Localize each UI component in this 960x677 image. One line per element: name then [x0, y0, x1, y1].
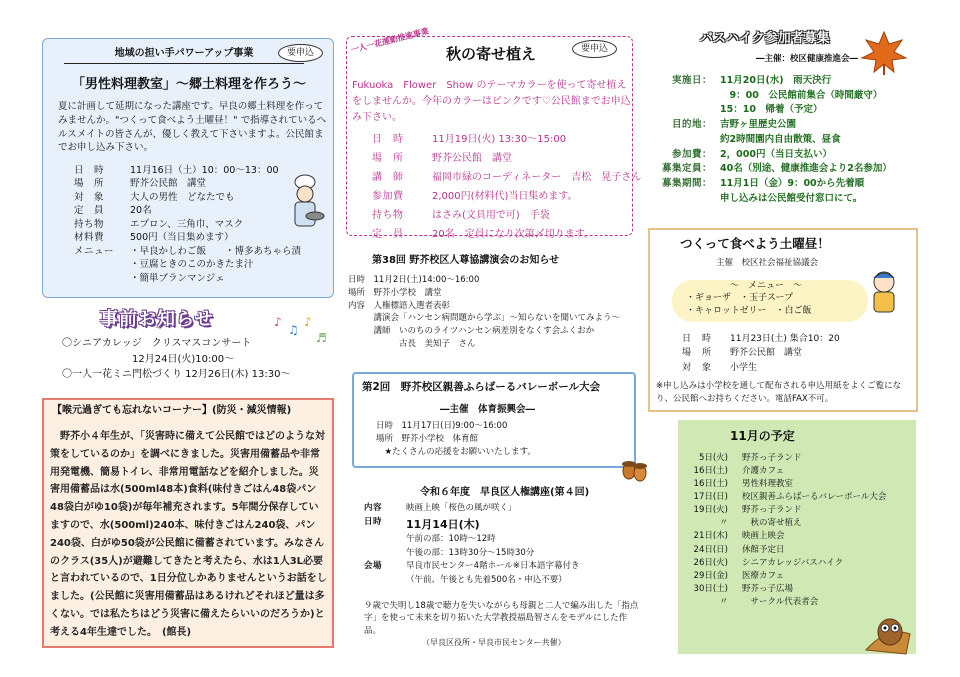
schedule-event: 野芥っ子ランド: [742, 453, 802, 463]
detail-line: 場所 野芥小学校 体育館: [376, 434, 479, 445]
detail-value: 15：10 帰着（予定）: [720, 104, 823, 116]
schedule-date: 21日(木): [693, 531, 728, 542]
detail-value: 野芥公民館 講堂: [432, 153, 512, 164]
detail-value: 早良市民センター4階ホール※日本語字幕付き: [406, 561, 580, 572]
detail-row: [74, 218, 301, 231]
menu-item: ・ギョーザ ・玉子スープ: [686, 293, 794, 303]
detail-row: [682, 361, 840, 375]
schedule-item: [690, 596, 886, 609]
detail-row: [372, 187, 641, 206]
detail-row: [654, 74, 892, 89]
schedule-event: 休館予定日: [742, 544, 785, 555]
detail-key: 講 師: [372, 172, 404, 183]
detail-value: 野芥公民館 講堂: [130, 178, 207, 190]
menu-items: [686, 292, 812, 317]
schedule-event: 介護カフェ: [742, 466, 785, 477]
detail-value: 大人の男性 どなたでも: [130, 191, 235, 203]
schedule-date: 19日(火): [693, 505, 728, 516]
owl-illustration-icon: [862, 606, 912, 656]
volleyball-host: ―主催 体育振興会―: [440, 404, 536, 415]
detail-row: [372, 149, 641, 168]
detail-value: 約2時間園内自由散策、昼食: [720, 133, 841, 145]
detail-value: （午前、午後とも先着500名・申込不要）: [406, 574, 567, 585]
detail-value: 20名 定員になり次第〆切ります。: [432, 229, 594, 240]
schedule-date: 〃: [719, 596, 728, 607]
schedule-item: [690, 452, 886, 465]
schedule-item: [690, 491, 886, 504]
human-rights-meeting-title: 第38回 野芥校区人尊協講演会のお知らせ: [372, 255, 560, 266]
detail-key: 参加費：: [671, 148, 712, 160]
schedule-event: 男性料理教室: [742, 479, 794, 490]
detail-key: 定 員: [74, 205, 105, 217]
schedule-item: [690, 570, 886, 583]
detail-line: 内容 人権標語入選者表彰: [348, 300, 451, 311]
svg-text:♪: ♪: [274, 315, 282, 329]
cooking-details: [74, 164, 301, 285]
human-rights-meeting-details: [348, 274, 620, 351]
detail-value: 11月23日(土) 集合10：20: [730, 334, 840, 344]
schedule-event: 映画上映会: [742, 531, 785, 542]
detail-row: [364, 560, 580, 574]
detail-value: 吉野ヶ里歴史公園: [720, 119, 797, 131]
flowers-title: 秋の寄せ植え: [446, 45, 537, 63]
bus-hike-title: バスハイク参加者募集: [700, 31, 830, 46]
maple-leaf-icon: [858, 28, 910, 76]
detail-row: [372, 225, 641, 244]
svg-text:♪: ♪: [304, 315, 312, 329]
detail-key: 場 所: [74, 178, 105, 190]
child-illustration-icon: [864, 268, 904, 318]
detail-value: 500円（当日集めます）: [130, 232, 234, 244]
advance-notice-list: [62, 336, 290, 383]
detail-key: 募集定員：: [661, 163, 712, 175]
schedule-event: 秋の寄せ植え: [742, 518, 802, 529]
schedule-date: 29日(金): [693, 570, 728, 581]
detail-value: 20名: [130, 205, 152, 217]
detail-row: [372, 168, 641, 187]
detail-value: 11月20日(水) 雨天決行: [720, 75, 832, 86]
volleyball-details: [376, 420, 536, 460]
detail-line: 場所 野芥小学校 講堂: [348, 287, 442, 298]
detail-value: 映画上映「桜色の風が咲く」: [406, 503, 517, 513]
detail-key: 持ち物: [74, 218, 105, 230]
disaster-title: 【喉元過ぎても忘れないコーナー】(防災・減災情報): [52, 405, 292, 416]
detail-key: 内容: [364, 503, 383, 513]
schedule-date: 〃: [719, 518, 728, 529]
detail-value: 午後の部：13時30分～15時30分: [406, 547, 535, 558]
svg-text:♫: ♫: [288, 323, 299, 337]
detail-row: [74, 191, 301, 204]
detail-key: 日 時: [372, 134, 404, 145]
lecture-title: 令和６年度 早良区人権講座(第４回): [420, 487, 590, 498]
detail-row: [654, 118, 892, 133]
lecture-details: [364, 502, 580, 588]
detail-value: 2,000円(材料代)当日集めます。: [432, 191, 578, 202]
detail-value: 40名（別途、健康推進会より2名参加）: [720, 163, 892, 175]
detail-value: 11月19日(火) 13:30～15:00: [432, 134, 567, 145]
detail-key: 参加費: [372, 191, 404, 202]
schedule-title: 11月の予定: [730, 429, 795, 443]
lecture-description: ９歳で失明し18歳で聴力を失いながらも母親と二人で編み出した「指点字」を使って未来を切り拓いた大学教授福島智さんをモデルにした作品。: [364, 601, 639, 636]
lecture-credit: （早良区役所・早良市民センター共催）: [422, 638, 566, 647]
volleyball-title: 第2回 野芥校区親善ふらばーるバレーボール大会: [362, 381, 601, 393]
cooking-intro: 夏に計画して延期になった講座です。早良の郷土料理を作ってみませんか。"つくって食べよう土曜昼！" で指導されているヘルスメイトの皆さんが、優しく教えて下さいますよ。公民館までお申し込み下さい。: [58, 101, 327, 154]
schedule-date: 26日(火): [693, 557, 728, 568]
detail-key: 日時: [364, 516, 383, 527]
schedule-event: サークル代表者会: [742, 596, 819, 607]
detail-line: 日時 11月2日(土)14:00～16:00: [348, 275, 480, 285]
detail-row: [74, 177, 301, 190]
schedule-date: 30日(土): [693, 583, 728, 594]
detail-value: ・簡単ブランマンジェ: [130, 272, 225, 284]
schedule-date: 16日(土): [693, 466, 728, 477]
detail-key: 実施日：: [671, 75, 712, 86]
detail-row: [372, 206, 641, 225]
acorn-icon: [620, 456, 648, 482]
detail-key: 材料費: [74, 232, 105, 244]
detail-value: ・早良かしわご飯 ・博多あちゃら漬: [130, 245, 302, 257]
detail-key: 募集期間：: [661, 178, 712, 190]
detail-row: [74, 245, 301, 258]
bus-hike-host: ―主催：校区健康推進会―: [756, 54, 859, 64]
detail-row: [654, 177, 892, 192]
detail-row: [74, 272, 301, 285]
schedule-item: [690, 583, 886, 596]
cooking-header: 地域の担い手パワーアップ事業: [64, 47, 304, 64]
schedule-item: [690, 557, 886, 570]
advance-notice-title: 事前お知らせ: [100, 309, 214, 330]
detail-row: [74, 204, 301, 217]
menu-heading: ～ メニュー ～: [730, 281, 803, 291]
flowers-side-label: 一人一花運動推進事業: [350, 26, 430, 55]
schedule-item: [690, 478, 886, 491]
detail-value: 午前の部：10時～12時: [406, 534, 496, 545]
detail-key: 対 象: [682, 362, 713, 373]
flowers-tag: 要申込: [572, 40, 617, 58]
detail-row: [654, 89, 892, 104]
schedule-date: 5日(火): [698, 453, 728, 463]
disaster-body: 野芥小４年生が、「災害時に備えて公民館ではどのような対策をしているのか」を調べにきました。災害用備蓄品や非常用発電機、簡易トイレ、非常用電話などを紹介しました。災害用備蓄品は水(500ml48本)食料(味付きごはん48袋パン48袋白がゆ10袋)が毎年補充されます。5年間分保存していますので、水(500ml)240本、味付きごはん240袋、パン240袋、白がゆ50袋が公民館に備蓄されています。みなさんのクラス(35人)が避難してきたと考えたら、水は1人3L必要と言われているので、1日分位しかありませんというお話をしました。(公民館に災害用備蓄品はあるけれどそれほど量は多くない。では私たちはどう災害に備えたらいいのだろうか)と考える4年生達でした。 (館長): [50, 431, 327, 638]
detail-row: [74, 164, 301, 177]
schedule-event: シニアカレッジバスハイク: [742, 557, 844, 568]
schedule-event: 医療カフェ: [742, 570, 785, 581]
detail-row: [74, 258, 301, 271]
flowers-details: [372, 130, 641, 244]
flowers-intro: Fukuoka Flower Show のテーマカラーを使って寄せ植えをしませんか。今年のカラーはピンクです♡公民館までお申込み下さい。: [352, 80, 631, 123]
detail-value: 小学生: [730, 362, 758, 373]
detail-row: [364, 516, 580, 534]
detail-key: [654, 103, 712, 118]
detail-key: 会場: [364, 561, 383, 572]
cooking-title: 「男性料理教室」～郷土料理を作ろう～: [72, 77, 307, 92]
detail-value: エプロン、三角巾、マスク: [130, 218, 244, 230]
schedule-item: [690, 530, 886, 543]
detail-row: [682, 346, 840, 360]
schedule-date: 16日(土): [693, 479, 728, 490]
detail-key: [654, 133, 712, 148]
detail-value: 野芥公民館 講堂: [730, 348, 803, 359]
saturday-lunch-note: ※申し込みは小学校を通して配布される申込用紙をよくご覧になり、公民館へお持ちください。電話FAX不可。: [656, 381, 902, 404]
schedule-event: 野芥っ子ランド: [742, 505, 802, 516]
detail-key: 場 所: [682, 348, 713, 359]
detail-key: メニュー: [74, 245, 115, 257]
detail-key: [364, 574, 398, 588]
schedule-event: 校区親善ふらばーるバレーボール大会: [742, 492, 887, 503]
svg-text:♬: ♬: [316, 331, 327, 345]
detail-key: 定 員: [372, 229, 404, 240]
detail-row: [654, 148, 892, 163]
detail-value: 申し込みは公民館受付窓口にて。: [720, 192, 863, 204]
detail-value: 9：00 公民館前集合（時間厳守）: [720, 89, 883, 101]
detail-row: [654, 133, 892, 148]
detail-value: 11月16日（土）10：00～13：00: [130, 165, 279, 176]
schedule-item: [690, 517, 886, 530]
detail-row: [682, 332, 840, 346]
detail-key: 日 時: [682, 334, 713, 344]
detail-key: 場 所: [372, 153, 404, 164]
detail-key: 持ち物: [372, 210, 404, 221]
bus-hike-details: [654, 74, 892, 206]
saturday-lunch-host: 主催 校区社会福祉協議会: [716, 258, 819, 268]
detail-key: [654, 192, 712, 207]
detail-row: [364, 574, 580, 588]
cooking-tag: 要申込: [278, 44, 323, 62]
detail-row: [364, 547, 580, 561]
saturday-lunch-title: つくって食べよう土曜昼！: [680, 236, 830, 251]
detail-value: 福岡市緑のコーディネーター 吉松 晃子さん: [432, 172, 642, 183]
detail-key: 日 時: [74, 165, 105, 176]
detail-key: 対 象: [74, 191, 105, 203]
detail-value: 11月1日（金）9：00から先着順: [720, 178, 865, 190]
schedule-list: [690, 452, 886, 609]
schedule-event: 野芥っ子広場: [742, 583, 794, 594]
detail-line: ★たくさんの応援をお願いいたします。: [376, 447, 536, 458]
detail-key: [364, 533, 398, 547]
detail-value: 2，000円（当日支払い）: [720, 148, 832, 160]
list-item: 12月24日(火)10:00～: [62, 353, 235, 365]
detail-key: [364, 547, 398, 561]
detail-value: はさみ(文具用で可) 手袋: [432, 210, 550, 221]
saturday-lunch-details: [682, 332, 840, 375]
detail-value: ・豆腐ときのこのかきたま汁: [130, 259, 254, 271]
detail-line: 古長 美知子 さん: [348, 338, 476, 349]
detail-row: [654, 162, 892, 177]
list-item: 〇一人一花ミニ門松づくり 12月26日(木) 13:30～: [62, 369, 291, 380]
detail-line: 日時 11月17日(日)9:00～16:00: [376, 421, 508, 431]
detail-row: [74, 231, 301, 244]
schedule-item: [690, 504, 886, 517]
menu-item: ・キャロットゼリー ・白ご飯: [686, 305, 812, 316]
detail-row: [364, 502, 580, 516]
detail-row: [364, 533, 580, 547]
chef-illustration-icon: [285, 172, 325, 232]
detail-key: [74, 258, 122, 271]
schedule-item: [690, 544, 886, 557]
schedule-date: 24日(日): [693, 544, 728, 555]
detail-key: 目的地：: [671, 119, 712, 131]
detail-key: [74, 272, 122, 285]
schedule-item: [690, 465, 886, 478]
detail-line: 講演会「ハンセン病問題から学ぶ」～知らないを聞いてみよう～: [348, 313, 621, 324]
detail-key: [654, 89, 712, 104]
list-item: 〇シニアカレッジ クリスマスコンサート: [62, 338, 252, 349]
detail-row: [654, 192, 892, 207]
detail-row: [372, 130, 641, 149]
schedule-date: 17日(日): [693, 492, 728, 503]
detail-line: 講師 いのちのライツハンセン病差別をなくす会ふくおか: [348, 326, 595, 336]
detail-value: 11月14日(木): [406, 517, 480, 531]
detail-row: [654, 103, 892, 118]
